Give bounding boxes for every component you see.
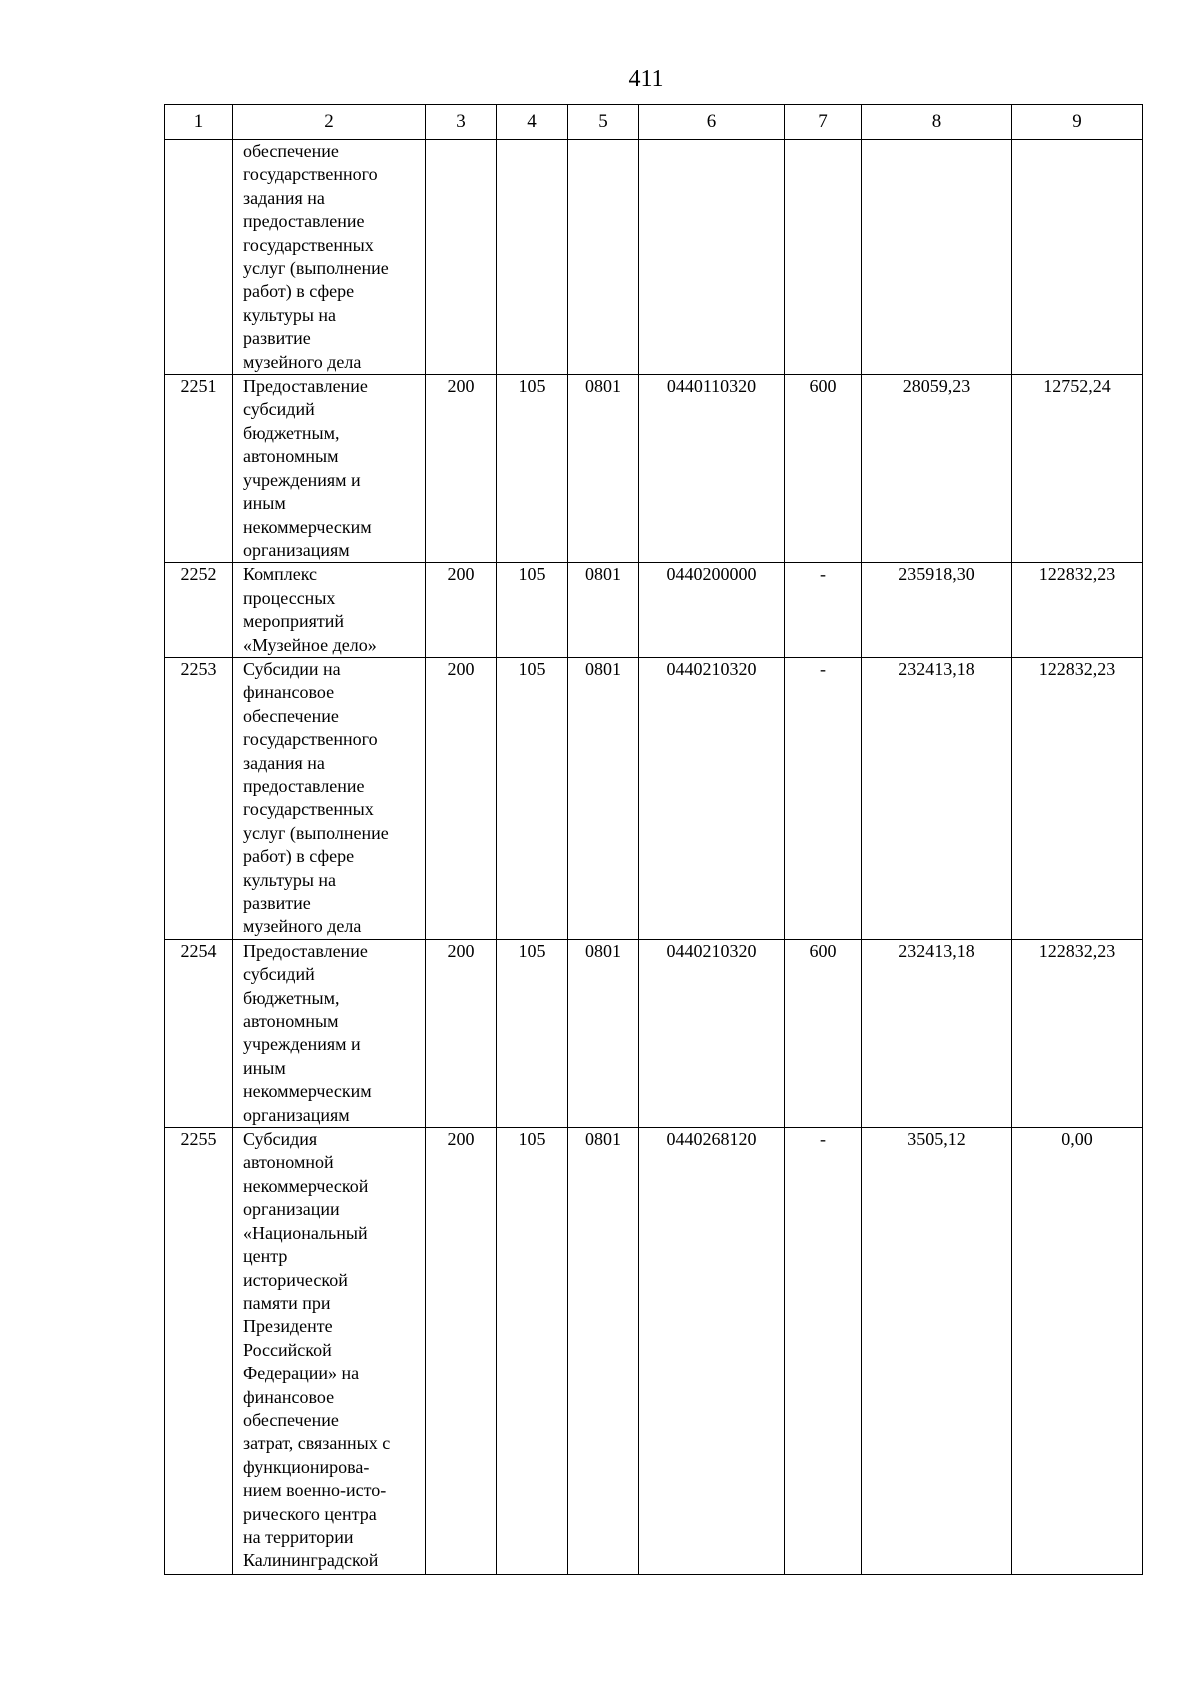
name-line: государственных xyxy=(243,799,374,820)
cell-col4: 105 xyxy=(497,939,568,1127)
name-line: государственного xyxy=(243,164,378,185)
name-line: некоммерческим xyxy=(243,516,372,537)
cell-col3: 200 xyxy=(426,1128,497,1575)
column-header: 9 xyxy=(1012,105,1143,140)
name-line: организациям xyxy=(243,539,350,560)
name-line: финансовое xyxy=(243,682,335,703)
cell-col7: - xyxy=(785,563,862,658)
row-number: 2252 xyxy=(165,563,233,658)
name-line: культуры на xyxy=(243,869,337,890)
table-row xyxy=(165,939,1143,1127)
name-line: Предоставление xyxy=(243,376,368,397)
row-name xyxy=(233,140,426,375)
cell-col6: 0440200000 xyxy=(639,563,785,658)
name-line: затрат, связанных с xyxy=(243,1433,391,1454)
name-line: развитие xyxy=(243,893,311,913)
name-line: исторической xyxy=(243,1269,348,1290)
header-row xyxy=(165,105,1143,140)
name-line: обеспечение xyxy=(243,141,339,161)
row-name xyxy=(233,657,426,939)
row-number xyxy=(165,140,233,375)
cell-col9: 122832,23 xyxy=(1012,563,1143,658)
name-line: Федерации» на xyxy=(243,1363,360,1384)
name-line: процессных xyxy=(243,587,336,608)
cell-col6: 0440110320 xyxy=(639,375,785,563)
cell-col5: 0801 xyxy=(568,657,639,939)
table-row xyxy=(165,657,1143,939)
row-number: 2254 xyxy=(165,939,233,1127)
name-line: музейного дела xyxy=(243,351,362,372)
name-line: музейного дела xyxy=(243,916,362,937)
column-header: 7 xyxy=(785,105,862,140)
name-line: организации xyxy=(243,1199,340,1220)
row-number: 2255 xyxy=(165,1128,233,1575)
name-line: некоммерческим xyxy=(243,1081,372,1102)
name-line: Российской xyxy=(243,1339,332,1360)
name-line: работ) в сфере xyxy=(243,846,355,867)
name-line: нием военно-исто- xyxy=(243,1480,387,1501)
cell-col9: 0,00 xyxy=(1012,1128,1143,1575)
column-header: 2 xyxy=(233,105,426,140)
name-line: рического центра xyxy=(243,1503,377,1524)
name-line: работ) в сфере xyxy=(243,281,355,302)
cell-col7: - xyxy=(785,657,862,939)
cell-col3: 200 xyxy=(426,375,497,563)
page-number: 411 xyxy=(628,66,664,92)
column-header: 1 xyxy=(165,105,233,140)
name-line: задания на xyxy=(243,187,325,208)
name-line: государственного xyxy=(243,729,378,750)
row-name xyxy=(233,375,426,563)
cell-col8: 3505,12 xyxy=(862,1128,1012,1575)
name-line: организациям xyxy=(243,1104,350,1125)
name-line: государственных xyxy=(243,234,374,255)
cell-col8: 28059,23 xyxy=(862,375,1012,563)
name-line: иным xyxy=(243,1057,286,1078)
cell-col7: 600 xyxy=(785,375,862,563)
cell-col8: 235918,30 xyxy=(862,563,1012,658)
name-line: Субсидия xyxy=(243,1129,318,1150)
cell-col7 xyxy=(785,140,862,375)
name-line: памяти при xyxy=(243,1292,331,1313)
cell-col4: 105 xyxy=(497,563,568,658)
name-line: автономной xyxy=(243,1152,334,1173)
name-line: «Музейное дело» xyxy=(243,634,377,655)
table-row xyxy=(165,1128,1143,1575)
cell-col4: 105 xyxy=(497,1128,568,1575)
name-line: центр xyxy=(243,1246,288,1267)
cell-col8: 232413,18 xyxy=(862,657,1012,939)
name-line: Калининградской xyxy=(243,1550,379,1571)
name-line: субсидий xyxy=(243,399,315,420)
row-name xyxy=(233,939,426,1127)
cell-col5 xyxy=(568,140,639,375)
cell-col9: 12752,24 xyxy=(1012,375,1143,563)
row-number: 2251 xyxy=(165,375,233,563)
cell-col5: 0801 xyxy=(568,563,639,658)
cell-col5: 0801 xyxy=(568,375,639,563)
name-line: развитие xyxy=(243,328,311,349)
name-line: Комплекс xyxy=(243,564,318,585)
cell-col4: 105 xyxy=(497,657,568,939)
name-line: автономным xyxy=(243,1011,339,1032)
cell-col8: 232413,18 xyxy=(862,939,1012,1127)
name-line: учреждениям и xyxy=(243,469,361,490)
row-name xyxy=(233,563,426,658)
cell-col4 xyxy=(497,140,568,375)
name-line: иным xyxy=(243,493,286,514)
name-line: Субсидии на xyxy=(243,658,341,679)
name-line: услуг (выполнение xyxy=(243,258,389,279)
name-line: обеспечение xyxy=(243,1409,339,1430)
table-row xyxy=(165,375,1143,563)
column-header: 4 xyxy=(497,105,568,140)
cell-col4: 105 xyxy=(497,375,568,563)
cell-col6: 0440268120 xyxy=(639,1128,785,1575)
cell-col5: 0801 xyxy=(568,939,639,1127)
cell-col6 xyxy=(639,140,785,375)
column-header: 3 xyxy=(426,105,497,140)
name-line: Президенте xyxy=(243,1316,333,1337)
cell-col6: 0440210320 xyxy=(639,657,785,939)
name-line: субсидий xyxy=(243,964,315,985)
cell-col3: 200 xyxy=(426,657,497,939)
cell-col3: 200 xyxy=(426,563,497,658)
column-header: 8 xyxy=(862,105,1012,140)
row-name xyxy=(233,1128,426,1575)
column-header: 5 xyxy=(568,105,639,140)
budget-table xyxy=(164,104,1143,1575)
name-line: некоммерческой xyxy=(243,1175,369,1196)
name-line: культуры на xyxy=(243,304,337,325)
cell-col7: 600 xyxy=(785,939,862,1127)
name-line: предоставление xyxy=(243,211,365,232)
name-line: автономным xyxy=(243,446,339,467)
name-line: услуг (выполнение xyxy=(243,822,389,843)
name-line: бюджетным, xyxy=(243,987,340,1008)
cell-col8 xyxy=(862,140,1012,375)
table-row xyxy=(165,140,1143,375)
name-line: задания на xyxy=(243,752,325,773)
column-header: 6 xyxy=(639,105,785,140)
name-line: обеспечение xyxy=(243,705,339,726)
table-row xyxy=(165,563,1143,658)
name-line: на территории xyxy=(243,1526,354,1547)
name-line: функционирова- xyxy=(243,1456,370,1477)
name-line: предоставление xyxy=(243,775,365,796)
cell-col5: 0801 xyxy=(568,1128,639,1575)
name-line: Предоставление xyxy=(243,940,368,961)
name-line: финансовое xyxy=(243,1386,335,1407)
name-line: бюджетным, xyxy=(243,422,340,443)
name-line: «Национальный xyxy=(243,1222,368,1243)
cell-col9: 122832,23 xyxy=(1012,657,1143,939)
name-line: мероприятий xyxy=(243,611,345,632)
cell-col7: - xyxy=(785,1128,862,1575)
cell-col9 xyxy=(1012,140,1143,375)
name-line: учреждениям и xyxy=(243,1034,361,1055)
cell-col3: 200 xyxy=(426,939,497,1127)
row-number: 2253 xyxy=(165,657,233,939)
cell-col9: 122832,23 xyxy=(1012,939,1143,1127)
cell-col6: 0440210320 xyxy=(639,939,785,1127)
cell-col3 xyxy=(426,140,497,375)
